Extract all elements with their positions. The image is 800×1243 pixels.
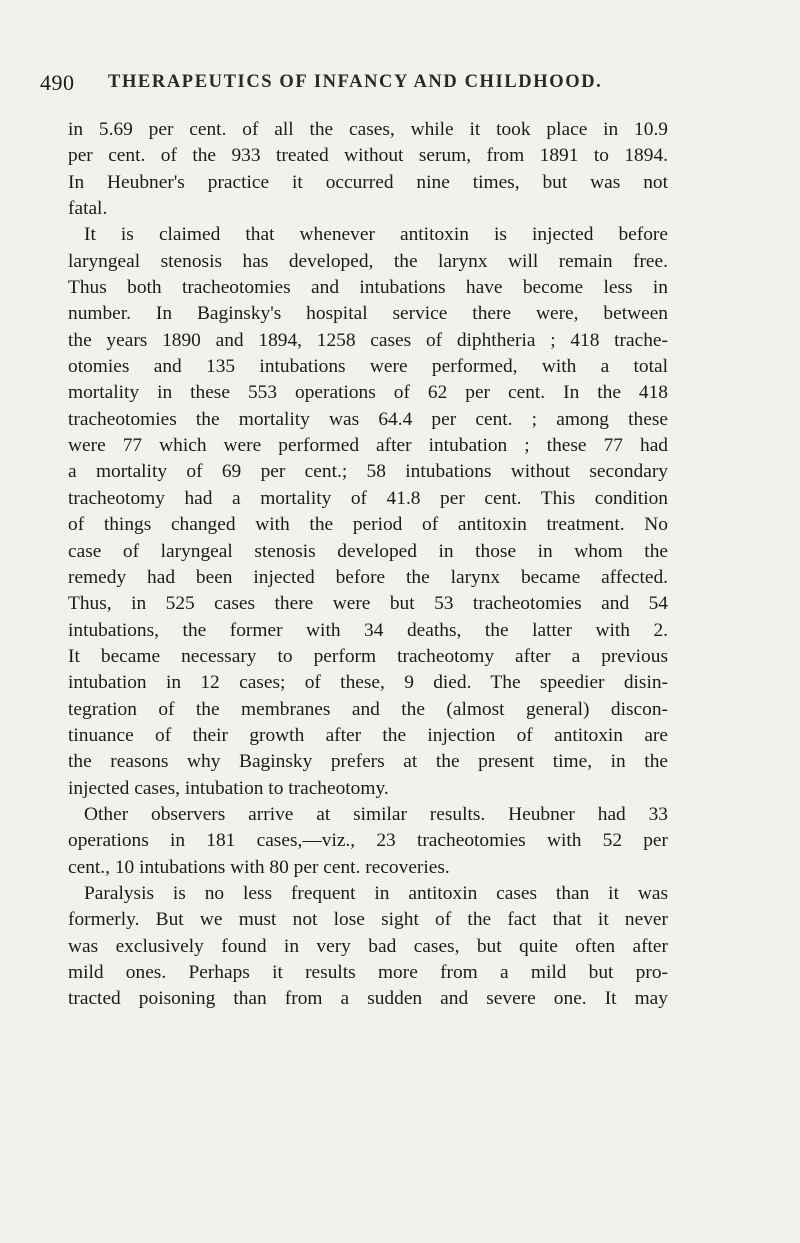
text-line: operations in 181 cases,—viz., 23 tracheotomies with 52 per: [68, 830, 668, 852]
page-number: 490: [40, 70, 75, 95]
running-title: THERAPEUTICS OF INFANCY AND CHILDHOOD.: [108, 72, 603, 92]
text-line: injected cases, intubation to tracheotomy.: [68, 777, 389, 799]
text-line: fatal.: [68, 198, 108, 220]
text-line: Thus both tracheotomies and intubations have become less in: [68, 277, 668, 299]
text-line: tinuance of their growth after the injection of antitoxin are: [68, 724, 668, 746]
text-line: tegration of the membranes and the (almost general) discon-: [68, 698, 668, 720]
text-line: per cent. of the 933 treated without serum, from 1891 to 1894.: [68, 145, 668, 167]
text-line: tracheotomy had a mortality of 41.8 per cent. This condition: [68, 487, 668, 509]
text-line: mild ones. Perhaps it results more from a mild but pro-: [68, 962, 668, 983]
text-line: formerly. But we must not lose sight of the fact that it never: [68, 909, 668, 931]
text-line: Thus, in 525 cases there were but 53 tracheotomies and 54: [68, 593, 668, 615]
text-line: It is claimed that whenever antitoxin is injected before: [84, 224, 668, 246]
text-line: intubations, the former with 34 deaths, the latter with 2.: [68, 619, 668, 641]
text-line: laryngeal stenosis has developed, the larynx will remain free.: [68, 250, 668, 272]
text-line: remedy had been injected before the larynx became affected.: [68, 566, 668, 588]
text-line: Other observers arrive at similar results. Heubner had 33: [84, 803, 668, 825]
body-text: [68, 117, 668, 1013]
text-line: Paralysis is no less frequent in antitoxin cases than it was: [84, 882, 668, 904]
text-line: the years 1890 and 1894, 1258 cases of diphtheria ; 418 trache-: [68, 329, 668, 351]
text-line: of things changed with the period of antitoxin treatment. No: [68, 514, 668, 536]
text-line: tracheotomies the mortality was 64.4 per cent. ; among these: [68, 408, 668, 430]
text-line: were 77 which were performed after intubation ; these 77 had: [68, 435, 668, 457]
text-line: case of laryngeal stenosis developed in those in whom the: [68, 540, 668, 562]
running-head: [40, 66, 760, 100]
text-line: cent., 10 intubations with 80 per cent. recoveries.: [68, 856, 450, 878]
text-line: intubation in 12 cases; of these, 9 died. The speedier disin-: [68, 672, 668, 694]
text-line: In Heubner's practice it occurred nine times, but was not: [68, 171, 668, 193]
text-line: mortality in these 553 operations of 62 per cent. In the 418: [68, 382, 668, 404]
text-line: a mortality of 69 per cent.; 58 intubations without secondary: [68, 461, 668, 483]
text-line: tracted poisoning than from a sudden and severe one. It may: [68, 988, 668, 1010]
text-line: number. In Baginsky's hospital service there were, between: [68, 303, 668, 325]
text-line: in 5.69 per cent. of all the cases, while it took place in 10.9: [68, 119, 668, 140]
text-line: It became necessary to perform tracheotomy after a previous: [68, 645, 668, 667]
text-line: the reasons why Baginsky prefers at the present time, in the: [68, 751, 668, 773]
text-line: otomies and 135 intubations were performed, with a total: [68, 356, 668, 378]
text-line: was exclusively found in very bad cases, but quite often after: [68, 935, 668, 957]
